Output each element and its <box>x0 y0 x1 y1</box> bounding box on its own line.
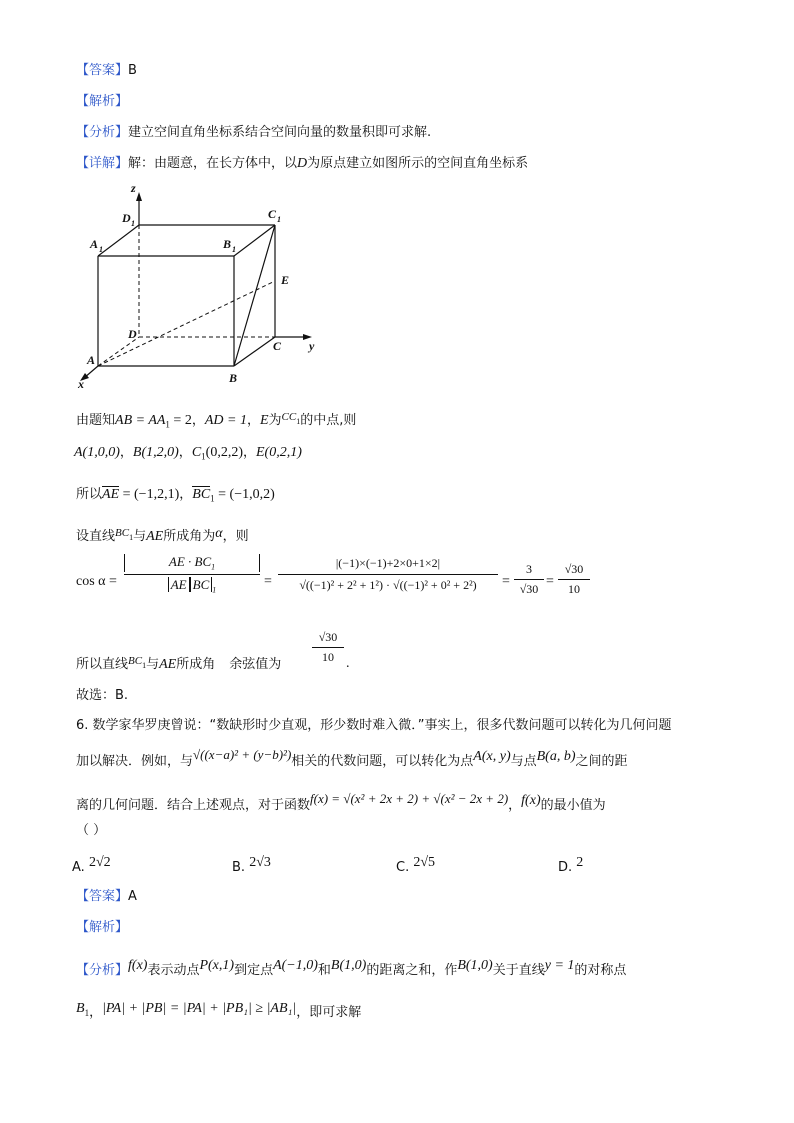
label-b1-sub: 1 <box>232 245 236 254</box>
label-x: x <box>78 377 84 391</box>
z-arrow <box>136 192 142 201</box>
label-d1-sub: 1 <box>131 219 135 228</box>
xiangjie-line <box>76 155 528 173</box>
coord-a: A(1,0,0) <box>74 445 120 460</box>
label-a: A <box>87 353 96 367</box>
angle-bc1: BC <box>115 527 130 539</box>
given-line <box>76 412 356 435</box>
fenxi2-line: 【分析】f(x)表示动点P(x,1)到定点A(−1,0)和B(1,0)的距离之和，作B(1,0)关于直线y = 1的对称点 <box>76 958 627 978</box>
label-c: C <box>273 339 282 353</box>
guxuan-line: 故选：B. <box>76 688 129 703</box>
vectors-prefix: 所以 <box>76 487 103 502</box>
given-sep2: ， <box>246 413 260 428</box>
xiangjie-text-a: 解：由题意，在长方体中，以 <box>128 156 298 171</box>
given-e: E <box>259 413 269 428</box>
frac3: 3 √30 <box>514 562 544 597</box>
q6-line1: 6. 数学家华罗庚曾说：“数缺形时少直观，形少数时难入微．”事实上，很多代数问题可以转化为几何问题 <box>76 718 672 733</box>
q6-pB: B(a, b) <box>536 749 576 764</box>
q6-line2: 加以解决．例如，与√((x−a)² + (y−b)²)相关的代数问题，可以转化为点A(x, y)与点B(a, b)之间的距 <box>76 747 628 769</box>
cos-lhs: cos α = <box>76 574 117 589</box>
option-a[interactable]: A. 2√2 <box>72 855 111 875</box>
vector-ae-val: = (−1,2,1) <box>119 487 180 502</box>
given-cc1-sub: 1 <box>296 416 301 426</box>
conclusion-c: 所成角 <box>176 657 216 672</box>
q6-expr: √((x−a)² + (y−b)²) <box>193 747 292 762</box>
label-c1: C <box>268 207 277 221</box>
q6-pA: A(x, y) <box>473 749 511 764</box>
conclusion-ae: AE <box>159 657 177 672</box>
option-c[interactable]: C. 2√5 <box>396 855 436 875</box>
label-a1-sub: 1 <box>99 245 103 254</box>
label-d: D <box>128 327 137 341</box>
coord-c1-sub: 1 <box>201 451 206 462</box>
given-eq1-sub: 1 <box>165 419 170 430</box>
fenxi-tag: 【分析】 <box>76 125 129 140</box>
analysis2-tag: 【解析】 <box>76 920 129 935</box>
conclusion-bc1: BC <box>128 655 143 667</box>
angle-line <box>76 528 249 551</box>
fenxi-line <box>76 124 431 142</box>
frac1 <box>124 554 260 594</box>
xiangjie-text-b: 为原点建立如图所示的空间直角坐标系 <box>307 156 529 171</box>
vectors-line: 所以AE = (−1,2,1)，$BC_1 = (-1,0,2)$ <box>76 487 275 504</box>
edge-a1-d1 <box>98 225 139 256</box>
vector-ae: AE <box>102 487 120 502</box>
angle-text-b: 与 <box>133 529 147 544</box>
given-e-text: 为 <box>268 413 282 428</box>
frac1-den: AE BC $_1$ <box>124 577 260 595</box>
origin-point: D <box>297 156 308 171</box>
option-d[interactable]: D. 2 <box>558 855 584 875</box>
answer-value: B <box>128 63 137 78</box>
label-b1: B <box>223 237 232 251</box>
fenxi-text: 建立空间直角坐标系结合空间向量的数量积即可求解. <box>128 125 432 140</box>
fenxi2-line2: $B_1$，|PA| + |PB| = |PA| + |PB₁| ≥ |AB₁|，即可求解 <box>76 1001 362 1020</box>
conclusion-a: 所以直线 <box>76 657 129 672</box>
label-c1-sub: 1 <box>277 215 281 224</box>
vector-bc1: BC <box>192 487 211 502</box>
angle-bc1-sub: 1 <box>129 532 134 542</box>
angle-text-c: 所成角为 <box>163 529 216 544</box>
coords-line: A(1,0,0)，B(1,2,0)，$C_1(0,2,2)$，E(0,2,1) <box>74 445 302 462</box>
answer2-value: A <box>128 889 137 904</box>
vector-bc1-val: = (−1,0,2) <box>214 487 275 502</box>
given-prefix: 由题知 <box>76 413 116 428</box>
label-e: E <box>281 273 290 287</box>
q6-fx: f(x) <box>521 793 541 808</box>
answer-tag: 【答案】 <box>76 63 129 78</box>
given-eq1: AB = AA <box>115 413 166 428</box>
q6-function: f(x) = √(x² + 2x + 2) + √(x² − 2x + 2) <box>310 791 509 806</box>
vector-bc1-sub: 1 <box>210 493 215 504</box>
edge-b-c <box>234 337 275 366</box>
xiangjie-tag: 【详解】 <box>76 156 129 171</box>
angle-alpha: α <box>215 526 223 541</box>
angle-text-a: 设直线 <box>76 529 116 544</box>
label-z: z <box>131 181 136 195</box>
given-sep: ， <box>191 413 205 428</box>
frac1-num: AE · $BC_1$ <box>124 554 260 572</box>
frac4: √30 10 <box>558 562 590 597</box>
hidden-edge-a-d <box>98 337 139 366</box>
frac2-den: √((−1)² + 2² + 1²) · √((−1)² + 0² + 2²) <box>299 578 477 592</box>
answer-line <box>76 62 137 80</box>
conclusion-bc1-sub: 1 <box>142 660 147 670</box>
coord-c1-val: (0,2,2) <box>205 445 243 460</box>
frac2 <box>278 556 498 593</box>
label-y: y <box>309 339 315 353</box>
label-d1: D <box>122 211 131 225</box>
segment-a-e <box>98 281 275 366</box>
option-b[interactable]: B. 2√3 <box>232 855 271 875</box>
conclusion-d: 余弦值为 <box>229 657 282 672</box>
analysis-heading <box>76 93 128 111</box>
given-eq1-tail: = 2 <box>169 413 192 428</box>
coord-b: B(1,2,0) <box>132 445 179 460</box>
given-tail: 的中点,则 <box>300 413 357 428</box>
label-b: B <box>229 371 238 385</box>
conclusion-end: . <box>346 656 350 671</box>
cuboid-figure <box>72 180 332 392</box>
cos-formula: cos α = AE · $BC_1$ AE BC $_1$ = |(−1)×(−1)+2×0+1×2| √((−1)² + 2² + 1²) · √((−1)² + 0² + 2²) = 3 √30 = √30 10 <box>76 552 526 614</box>
q6-line3: 离的几何问题．结合上述观点，对于函数f(x) = √(x² + 2x + 2) + √(x² − 2x + 2)，f(x)的最小值为 <box>76 791 606 813</box>
coord-e: E(0,2,1) <box>256 445 302 460</box>
analysis-tag: 【解析】 <box>76 94 129 109</box>
angle-text-d: ，则 <box>222 529 249 544</box>
edge-b1-c1 <box>234 225 275 256</box>
answer2-line <box>76 888 137 906</box>
label-a1: A <box>90 237 99 251</box>
coord-c1: C <box>191 445 202 460</box>
segment-b-c1 <box>234 225 275 366</box>
given-cc1: CC <box>281 411 297 423</box>
given-eq2: AD = 1 <box>204 413 247 428</box>
conclusion-b: 与 <box>146 657 160 672</box>
answer2-tag: 【答案】 <box>76 889 129 904</box>
q6-paren: （ ） <box>76 823 107 838</box>
conclusion-line <box>76 656 281 679</box>
angle-ae: AE <box>146 529 164 544</box>
frac2-num: |(−1)×(−1)+2×0+1×2| <box>335 556 441 570</box>
analysis2-heading <box>76 919 128 937</box>
fenxi2-tag: 【分析】 <box>76 963 129 978</box>
conclusion-frac: √30 10 <box>312 630 344 665</box>
